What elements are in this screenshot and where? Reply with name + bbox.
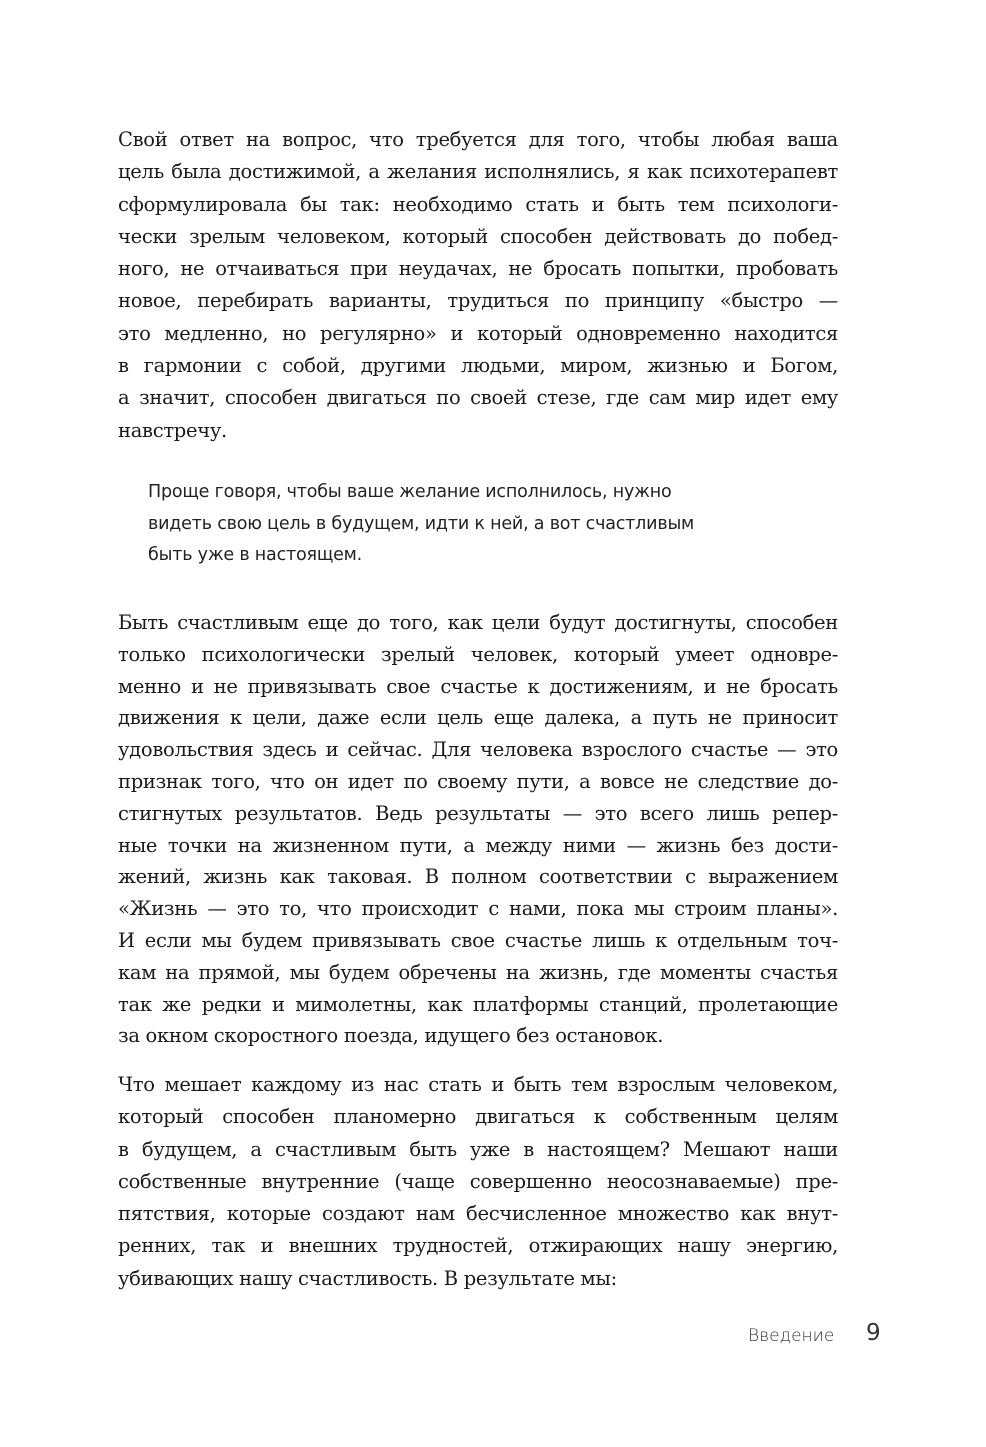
text-line: а значит, способен двигаться по своей стезе, где сам мир идет ему (118, 386, 838, 410)
text-line: ного, не отчаиваться при неудачах, не бросать попытки, пробовать (118, 257, 838, 281)
text-line: удовольствия здесь и сейчас. Для человека взрослого счастье — это (118, 738, 838, 762)
text-line: менно и не привязывать свое счастье к достижениям, и не бросать (118, 674, 838, 698)
text-line: навстречу. (118, 418, 227, 442)
text-line: пятствия, которые создают нам бесчисленное множество как внут- (118, 1202, 838, 1226)
text-line: убивающих нашу счастливость. В результате мы: (118, 1266, 617, 1290)
text-line: только психологически зрелый человек, который умеет одновре- (118, 642, 838, 666)
paragraph-1 (118, 124, 838, 447)
text-line: Что мешает каждому из нас стать и быть тем взрослым человеком, (118, 1073, 838, 1096)
text-line: Свой ответ на вопрос, что требуется для того, чтобы любая ваша (118, 128, 838, 151)
text-line: который способен планомерно двигаться к собственным целям (118, 1105, 838, 1129)
text-line: это медленно, но регулярно» и который одновременно находится (118, 321, 838, 345)
text-line: Быть счастливым еще до того, как цели будут достигнуты, способен (118, 611, 838, 634)
text-line: «Жизнь — это то, что происходит с нами, пока мы строим планы». (118, 897, 838, 921)
text-line: жений, жизнь как таковая. В полном соответствии с выражением (118, 865, 838, 889)
running-header-section: Введение (748, 1326, 835, 1346)
text-line: ренних, так и внешних трудностей, отжирающих нашу энергию, (118, 1234, 838, 1258)
text-line: за окном скоростного поезда, идущего без остановок. (118, 1024, 664, 1048)
text-line: новое, перебирать варианты, трудиться по принципу «быстро — (118, 289, 838, 313)
text-line: в гармонии с собой, другими людьми, миром, жизнью и Богом, (118, 354, 838, 378)
text-line: И если мы будем привязывать свое счастье лишь к отдельным точ- (118, 928, 838, 952)
paragraph-2 (118, 607, 838, 1052)
text-line: кам на прямой, мы будем обречены на жизнь, где моменты счастья (118, 960, 838, 984)
quote-line: видеть свою цель в будущем, идти к ней, а вот счастливым (148, 513, 695, 534)
pull-quote (148, 477, 788, 572)
paragraph-3 (118, 1069, 838, 1295)
text-line: движения к цели, даже если цель еще далека, а путь не приносит (118, 706, 838, 730)
page-number: 9 (866, 1320, 881, 1346)
quote-line: быть уже в настоящем. (148, 545, 363, 565)
text-line: ные точки на жизненном пути, а между ними — жизнь без дости- (118, 833, 838, 857)
text-line: в будущем, а счастливым быть уже в настоящем? Мешают наши (118, 1137, 838, 1161)
text-line: чески зрелым человеком, который способен действовать до побед- (118, 224, 838, 248)
text-line: признак того, что он идет по своему пути, а вовсе не следствие до- (118, 769, 838, 793)
text-line: собственные внутренние (чаще совершенно неосознаваемые) пре- (118, 1169, 838, 1193)
text-line: цель была достижимой, а желания исполнялись, я как психотерапевт (118, 160, 838, 184)
text-line: так же редки и мимолетны, как платформы станций, пролетающие (118, 992, 838, 1016)
text-line: стигнутых результатов. Ведь результаты — это всего лишь репер- (118, 801, 838, 825)
text-line: сформулировала бы так: необходимо стать и быть тем психологи- (118, 192, 838, 216)
quote-line: Проще говоря, чтобы ваше желание исполнилось, нужно (148, 482, 672, 502)
